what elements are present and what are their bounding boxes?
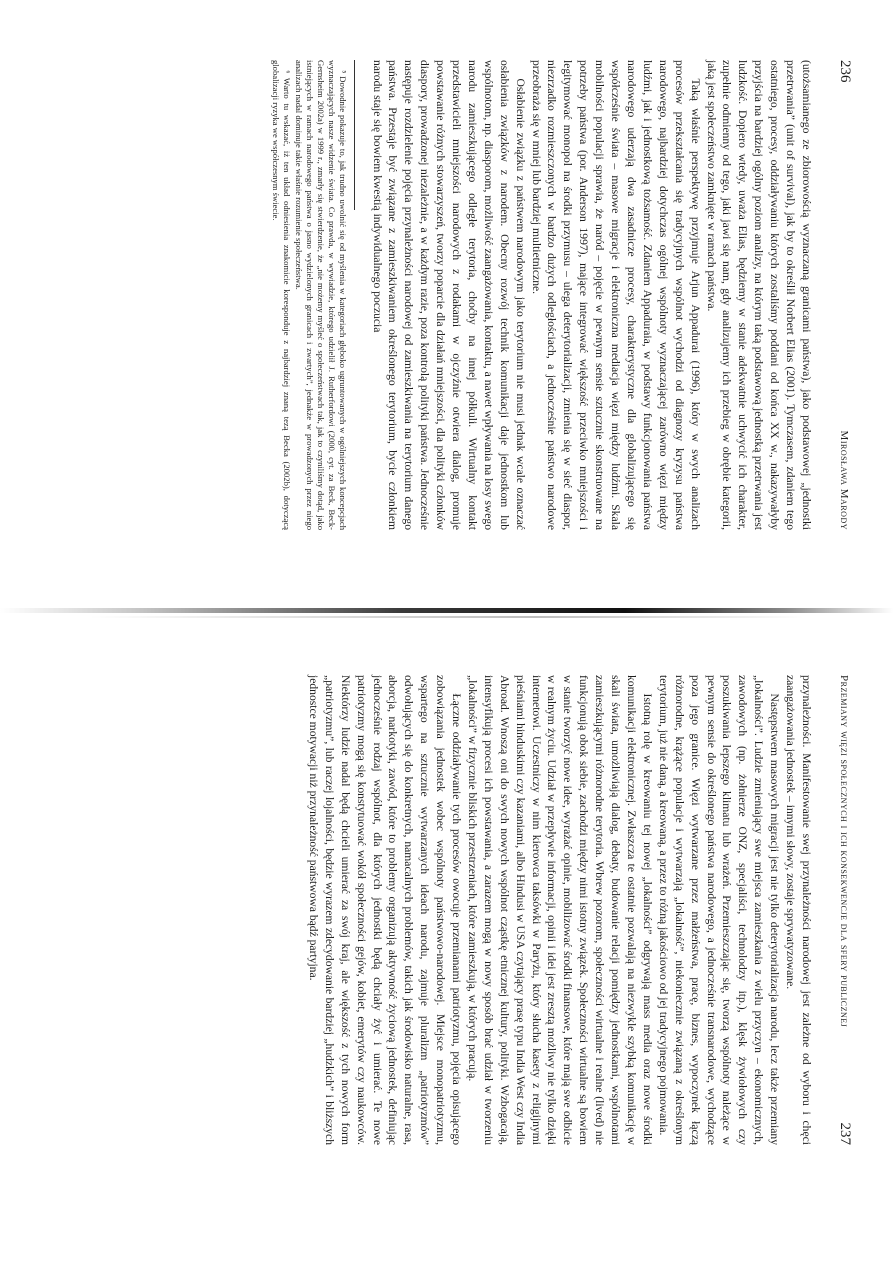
paragraph: przynależności. Manifestowanie swej przynależności narodowej jest zależne od wyboru i chęci zaangażowania jednostek – innymi słowy, zostaje sprywatyzowane. [784,675,813,1145]
paragraph: Następstwem masowych migracji jest nie tylko deterytorializacja narodu, lecz także przemiany „lokalności”. Ludzie zmieniający swe miejsca zamieszkania z wielu przyczyn – ekonomicznych, zawodowych (np. żołnierze ONZ, specjaliści, technolodzy itp.), klęsk żywiołowych czy poszukiwania lepszego klimatu lub wrażeń. Przemieszczając się, tworzą wspólnoty należące w pewnym sensie do określonego państwa narodowego, a jednocześnie transnarodowe, wychodzące poza jego granice. Więzi wytwarzane przez małżeństwa, pracę, biznes, wypoczynek łączą różnorodne, krążące populacje i wytwarzają „lokalność”, niekoniecznie związaną z określonym terytorium, już nie daną, a kreowaną, a przez to różną jakościowo od jej tradycyjnego pojmowania. [656,675,782,1145]
paragraph: Taką właśnie perspektywę przyjmuje Arjun Appadurai (1996), który w swych analizach procesów przekształcania się tradycyjnych wspólnot wychodzi od diagnozy kryzysu państwa narodowego, najbardziej dotychczas ogólnej wspólnoty wyznaczającej zarówno więzi między ludźmi, jak i jednostkową tożsamość. Zdaniem Appaduraia, w podstawy funkcjonowania państwa narodowego uderzają dwa zasadnicze procesy, charakterystyczne dla globalizującego się współcześnie świata – masowe migracje i elektroniczna mediacja więzi między ludźmi. Skala mobilności populacji sprawia, że naród – pojęcie w pewnym sensie sztucznie skonstruowane na potrzeby państwa (por. Anderson 1997), mające integrować większość przeciwko mniejszości i legitymować monopol na środki przymusu – ulega deterytorializacji, zmienia się w sieć diaspor, niezrzadko rozmieszczonych w bardzo dużych odległościach, a jednocześnie państwo narodowe przeobraża się w mniej lub bardziej multietniczne. [529,60,702,530]
title-running-head: Przemiany więzi społecznych i ich konsekwencje dla sfery publicznej [838,675,850,1028]
page-236-content [269,60,853,530]
page-236 [0,0,893,595]
paragraph: Osłabienie związku z państwem narodowym jako terytorium nie musi jednak wcale oznaczać osłabienia związków z narodem. Obecny rozwój technik komunikacji daje jednostkom lub wspólnotom, np. diasporom, możliwość zaangażowania, kontaktu, a nawet wpływania na losy swego narodu zamieszkującego odległe terytoria, choćby na innej półkuli. Wirtualny kontakt przedstawicieli mniejszości narodowych z rodakami w ojczyźnie otwiera dialog, promuje powstawanie różnych stowarzyszeń, tworzy poparcie dla działań mniejszości, dla polityki członków diaspory, prowadzonej niezależnie, a w każdym razie, poza kontrolą polityki państwa. Jednocześnie następuje rozdzielenie pojęcia przynależności narodowej od zamieszkiwania na terytorium danego państwa. Przestaje być związane z zamieszkiwaniem określonego terytorium, bycie członkiem narodu staje się bowiem kwestią indywidualnego poczucia [370,60,527,530]
page-237-content [305,675,853,1145]
page-237-header [836,675,853,1145]
page-number-237: 237 [837,1122,853,1145]
page-236-footnotes [270,60,348,530]
page-236-body [369,60,814,530]
book-fold-shadow [0,608,893,613]
page-237-body [305,675,814,1145]
author-running-head: Mirosława Marody [838,430,850,530]
footnote: ⁶ Warto tu wskazać, iż ten układ odniesienia znakomicie koresponduje z najbardziej znaną tezą Becka (2002b), dotyczącą globalizacji ryzyka we współczesnym świecie. [270,60,292,530]
paragraph: Istotną rolę w kreowaniu tej nowej „lokalności” odgrywają mass media oraz nowe środki komunikacji elektronicznej. Zwłaszcza te ostatnie pozwalają na niezwykle szybką komunikację w skali świata, umożliwiają dialog, debaty, budowanie relacji pomiędzy jednostkami, wspólnotami zamieszkującymi różnorodne terytoria. Wbrew pozorom, społeczności wirtualne i realne (lived) nie funkcjonują obok siebie, zachodzi między nimi istotny związek. Społeczności wirtualne są bowiem w stanie tworzyć nowe idee, wyrażać opinie, mobilizować środki finansowe, które mają swe odbicie w realnym życiu. Udział w przepływie informacji, opinii i idei jest zresztą możliwy nie tylko dzięki internetowi. Uczestniczy w nim kierowca taksówki w Paryżu, który słucha kasety z religijnymi pieśniami hinduskimi czy kazaniami, albo Hindusi w USA czytający prasę typu India West czy India Abroad. Wnoszą oni do swych nowych wspólnot cząstkę etnicznej kultury, polityki. Wzbogacają, intensyfikują procesi ich powstawania, a zarazem mogą w nowy sposób brać udział w tworzeniu „lokalności” w fizycznie bliskich przestrzeniach, które zamieszkują, w których pracują. [465,675,654,1145]
page-236-header [836,60,853,530]
paragraph: Łączne oddziaływanie tych procesów owocuje przemianami patriotyzmu, pojęcia opisującego zobowiązania jednostek wobec wspólnoty państwowo-narodowej. Miejsce monopatriotyzmu, wspartego na sztucznie wytwarzanych ideach narodu, zajmuje pluralizm „patriotyzmów” odwołujących się do konkretnych, namacalnych problemów, takich jak środowisko naturalne, rasa, aborcja, narkotyki, zawód, które to problemy organizują aktywność życiową jednostek, definiując jednocześnie rodzaj wspólnot, dla których jednostki będą chciały żyć i umierać. Te nowe patriotyzmy mogą się konstytuować wokół społeczności gejów, kobiet, emerytów czy naukowców. Niektórzy ludzie nadal będą chcieli umierać za swój kraj, ale większość z tych nowych form „patriotyzmu”, lub raczej lojalności, będzie wyrazem zdecydowanie bardziej „hudzkich” i bliższych jednostce motywacji niż przynależność państwowa bądź partyjna. [306,675,464,1145]
page-237 [0,615,893,1210]
footnote: ⁵ Dowodnie pokazuje to, jak trudno uwolnić się od myślenia w kategoriach głęboko ugruntowanych w ogólniejszych koncepcjach wyznaczających nasze widzenie świata. Co prawda, w wywiadzie, którego udzielił J. Rutherfordowi (2000, cyt. za Beck, Beck-Gernsheim 2002a) w 1999 r., zmarły się stwierdzenie, że „nie możemy myśleć o społeczeństwach tak, jak to czyniliśmy dotąd, jako istniejących w ramach narodowego państwa o jasno wydzielonych granicach i zwartych”, jednakże w prowadzonych przez niego analizach nadal dominuje takie właśnie rozumienie społeczeństwa. [293,60,348,530]
page-number-236: 236 [837,60,853,83]
footnote-separator [354,60,355,210]
paragraph: (utożsamianego ze zbiorowością wyznaczaną granicami państwa), jako podstawowej „jednostki przetrwania” (unit of survival), jak by to określił Norbert Elias (2001). Tymczasem, zdaniem tego ostatniego, procesy, oddziaływaniu których zostaliśmy poddani od końca XX w., nakazywałyby przyjścia na bardziej ogólny poziom analizy, na którym taką podstawową jednostką przetrwania jest ludzkość. Dopiero wtedy, uważa Elias, będziemy w stanie adekwatnie uchwycić ich charakter, zupełnie odmienny od tego, jaki jawi się nam, gdy analizujemy ich przebieg w obrębie kategorii, jaką jest społeczeństwo zamknięte w ramach państwa. [704,60,813,530]
